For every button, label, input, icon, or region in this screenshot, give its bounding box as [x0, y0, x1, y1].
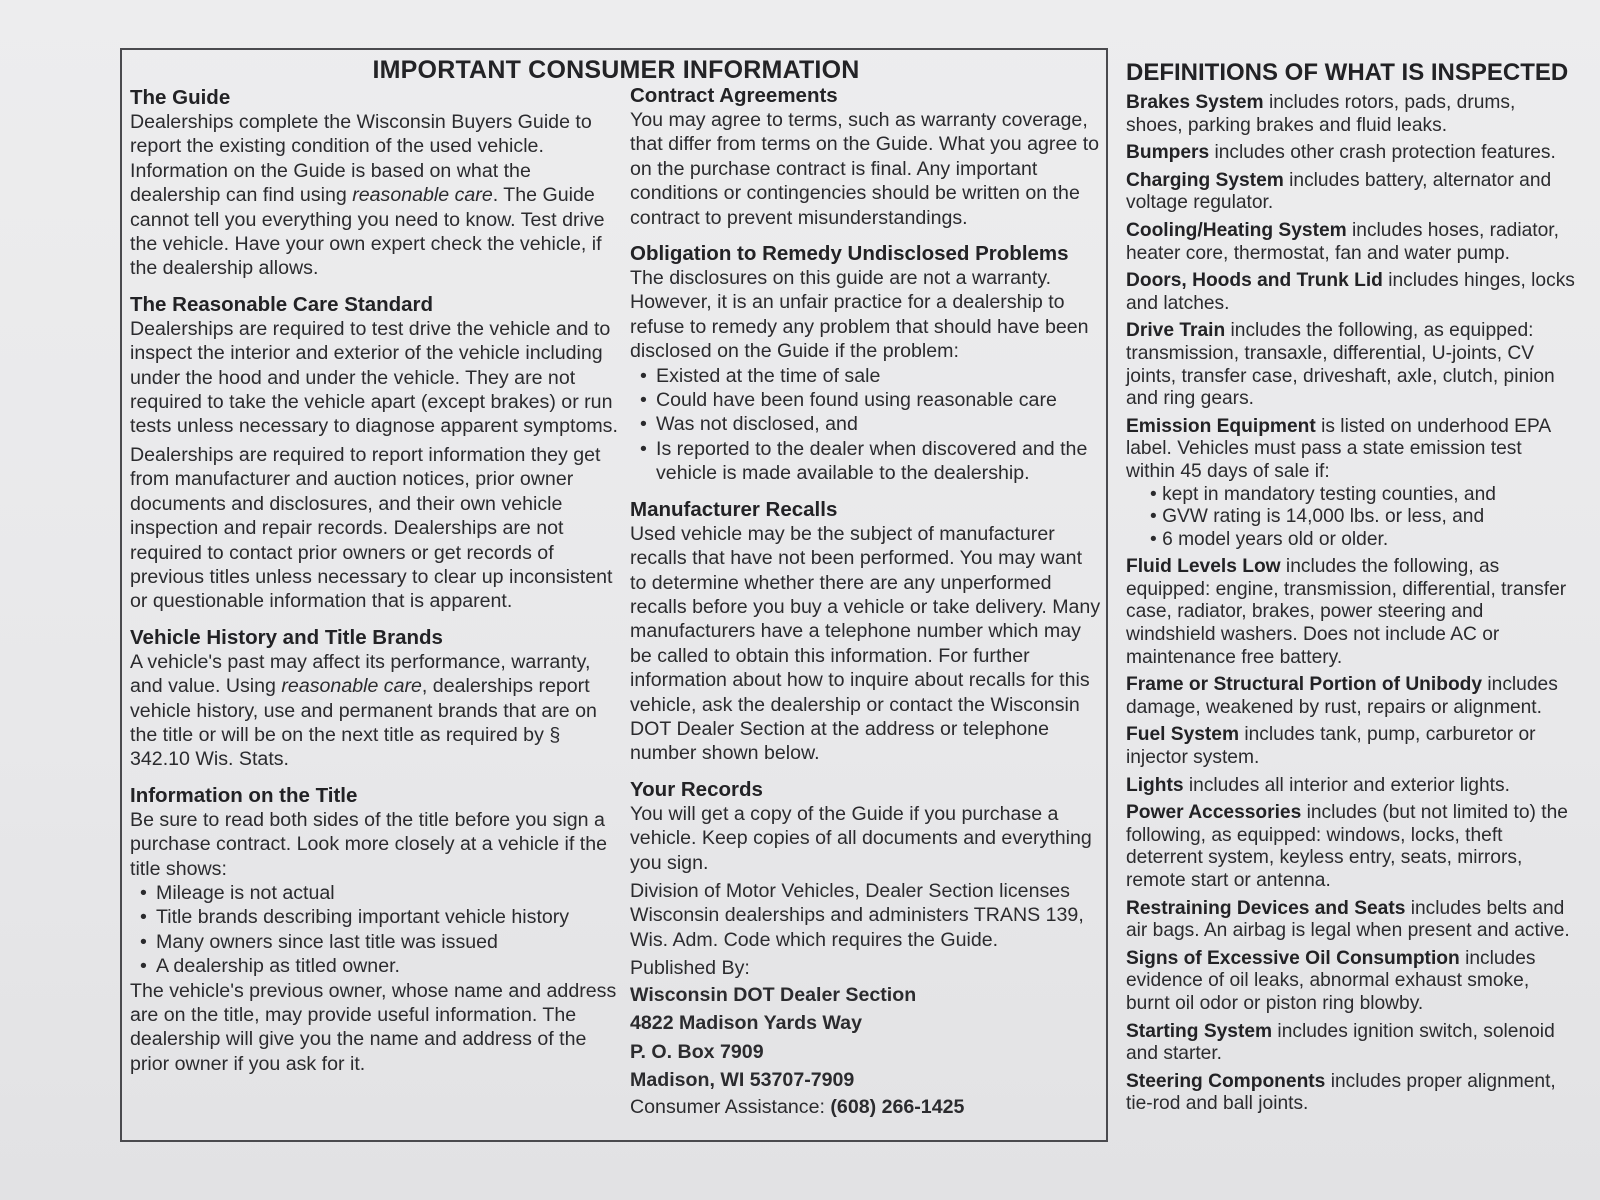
definitions-title: DEFINITIONS OF WHAT IS INSPECTED	[1126, 59, 1569, 86]
definition-term: Doors, Hoods and Trunk Lid	[1126, 270, 1383, 292]
definition-item	[1126, 775, 1576, 798]
definition-desc: includes proper alignment, tie-rod and ball joints.	[1126, 1070, 1556, 1115]
definition-term: Fuel System	[1126, 724, 1240, 746]
definition-desc: includes evidence of oil leaks, abnormal exhaust smoke, burnt oil odor or piston ring blowby.	[1126, 947, 1536, 1014]
definition-desc: includes battery, alternator and voltage regulator.	[1126, 169, 1552, 214]
definition-item	[1126, 220, 1576, 265]
definition-item	[1126, 1021, 1576, 1066]
consumer-info-box	[120, 48, 1108, 1142]
definition-term: Charging System	[1126, 169, 1284, 191]
heading-recalls: Manufacturer Recalls	[630, 497, 838, 521]
section-contract	[630, 84, 1102, 230]
definition-item	[1126, 898, 1576, 943]
records-paragraph-2: Division of Motor Vehicles, Dealer Section licenses Wisconsin dealerships and administers TRANS 139, Wis. Adm. Code which requires the Guide.	[630, 879, 1084, 951]
published-by-label: Published By:	[630, 957, 750, 980]
definition-item	[1126, 1071, 1576, 1116]
section-reasonable-care	[130, 293, 618, 614]
heading-reasonable-care: The Reasonable Care Standard	[130, 292, 434, 316]
section-obligation	[630, 242, 1102, 486]
middle-column	[630, 84, 1102, 1131]
list-item: • Title brands describing important vehicle history	[130, 905, 618, 929]
definition-item	[1126, 170, 1576, 215]
definition-desc: includes damage, weakened by rust, repairs or alignment.	[1126, 674, 1558, 718]
definition-term: Drive Train	[1126, 320, 1226, 342]
publisher-city: Madison, WI 53707-7909	[630, 1069, 855, 1092]
list-item: • A dealership as titled owner.	[130, 954, 618, 978]
title-info-paragraph-2: The vehicle's previous owner, whose name and address are on the title, may provide useful information. The dealership will give you the name and address of the prior owner if you ask for it.	[130, 979, 617, 1075]
guide-text-1: Dealerships complete the Wisconsin Buyers Guide to report the existing condition of the used vehicle. Information on the Guide is based on what the dealership can find using	[130, 111, 592, 207]
definition-desc: includes the following, as equipped: transmission, transaxle, differential, U-joints, CV joints, transfer case, driveshaft, axle, clutch, pinion and ring gears.	[1126, 320, 1555, 410]
publisher-po-box: P. O. Box 7909	[630, 1040, 764, 1063]
definition-term: Cooling/Heating System	[1126, 219, 1347, 241]
definition-term: Lights	[1126, 774, 1184, 796]
definition-item	[1126, 416, 1576, 552]
title-info-paragraph-1: Be sure to read both sides of the title before you sign a purchase contract. Look more closely at a vehicle if the title shows:	[130, 808, 608, 880]
definition-item	[1126, 802, 1576, 892]
definition-term: Bumpers	[1126, 142, 1210, 164]
definition-term: Frame or Structural Portion of Unibody	[1126, 674, 1483, 696]
definition-term: Power Accessories	[1126, 802, 1302, 824]
history-emphasis: reasonable care	[281, 675, 422, 698]
section-recalls	[630, 498, 1102, 766]
heading-contract: Contract Agreements	[630, 84, 838, 107]
left-column	[130, 86, 618, 1088]
definition-desc: includes the following, as equipped: engine, transmission, differential, transfer case, radiator, brakes, power steering and windshield washers. Does not include AC or maintenance free battery.	[1126, 556, 1567, 668]
heading-title-info: Information on the Title	[130, 783, 358, 807]
definition-item	[1126, 142, 1576, 165]
definition-term: Steering Components	[1126, 1070, 1326, 1092]
list-item: • Was not disclosed, and	[630, 412, 1102, 436]
history-paragraph	[130, 650, 618, 772]
definition-item	[1126, 556, 1576, 669]
consumer-assistance	[630, 1095, 1102, 1119]
definition-term: Signs of Excessive Oil Consumption	[1126, 947, 1460, 969]
emission-bullets	[1126, 484, 1576, 552]
history-text-1: A vehicle's past may affect its performance, warranty, and value. Using	[130, 650, 591, 698]
publisher-address	[630, 981, 1102, 1095]
recalls-paragraph: Used vehicle may be the subject of manufacturer recalls that have not been performed. You may want to determine whether there are any unperformed recalls before you buy a vehicle or take delivery. Many manufacturers have a telephone number which may be called to obtain this information. For further information about how to inquire about recalls for this vehicle, ask the dealership or contact the Wisconsin DOT Dealer Section at the address or telephone number shown below.	[630, 522, 1101, 765]
contract-paragraph: You may agree to terms, such as warranty coverage, that differ from terms on the Guide. What you agree to on the purchase contract is final. Any important conditions or contingencies should be written on the contract to prevent misunderstandings.	[630, 109, 1100, 229]
definition-desc: includes all interior and exterior lights.	[1183, 774, 1510, 796]
definition-desc: includes (but not limited to) the following, as equipped: windows, locks, theft deterrent system, keyless entry, seats, mirrors, remote start or antenna.	[1126, 802, 1568, 891]
definition-desc: includes ignition switch, solenoid and starter.	[1126, 1020, 1555, 1065]
definition-term: Restraining Devices and Seats	[1126, 897, 1406, 919]
publisher-street: 4822 Madison Yards Way	[630, 1012, 862, 1035]
section-title-info	[130, 784, 618, 1076]
guide-emphasis: reasonable care	[352, 184, 493, 207]
definition-term: Starting System	[1126, 1020, 1273, 1042]
guide-text-2: . The Guide cannot tell you everything you need to know. Test drive the vehicle. Have your own expert check the vehicle, if the dealership allows.	[130, 184, 605, 280]
title-info-bullets	[130, 881, 618, 979]
list-item: • 6 model years old or older.	[1150, 529, 1576, 552]
definition-desc: includes belts and air bags. An airbag is legal when present and active.	[1126, 897, 1570, 942]
obligation-bullets	[630, 364, 1102, 486]
definition-term: Fluid Levels Low	[1126, 556, 1281, 578]
consumer-info-title: IMPORTANT CONSUMER INFORMATION	[372, 56, 860, 84]
definition-desc: includes hoses, radiator, heater core, thermostat, fan and water pump.	[1126, 219, 1559, 264]
definition-term: Brakes System	[1126, 92, 1264, 113]
obligation-paragraph: The disclosures on this guide are not a warranty. However, it is an unfair practice for a dealership to refuse to remedy any problem that should have been disclosed on the Guide if the problem:	[630, 267, 1089, 363]
definition-item	[1126, 674, 1576, 719]
reasonable-care-paragraph-1: Dealerships are required to test drive the vehicle and to inspect the interior and exterior of the vehicle including under the hood and under the vehicle. They are not required to take the vehicle apart (except brakes) or run tests unless necessary to diagnose apparent symptoms.	[130, 317, 618, 438]
definition-desc: includes rotors, pads, drums, shoes, parking brakes and fluid leaks.	[1126, 92, 1516, 136]
definition-desc: includes tank, pump, carburetor or injector system.	[1126, 724, 1536, 769]
history-text-2: , dealerships report vehicle history, use and permanent brands that are on the title or will be on the next title as required by § 342.10 Wis. Stats.	[130, 675, 597, 771]
definition-term: Emission Equipment	[1126, 415, 1316, 437]
heading-history: Vehicle History and Title Brands	[130, 625, 443, 649]
assistance-phone: (608) 266-1425	[830, 1095, 965, 1118]
list-item: • Could have been found using reasonable care	[630, 388, 1102, 412]
section-guide	[130, 86, 618, 281]
publisher-name: Wisconsin DOT Dealer Section	[630, 983, 917, 1006]
heading-obligation: Obligation to Remedy Undisclosed Problems	[630, 242, 1069, 266]
definition-desc: is listed on underhood EPA label. Vehicles must pass a state emission test within 45 days of sale if:	[1126, 415, 1551, 482]
assistance-label: Consumer Assistance:	[630, 1095, 825, 1118]
list-item: • Existed at the time of sale	[630, 364, 1102, 388]
list-item: • kept in mandatory testing counties, and	[1150, 484, 1576, 507]
section-history	[130, 626, 618, 772]
heading-records: Your Records	[630, 777, 763, 801]
list-item: • Is reported to the dealer when discovered and the vehicle is made available to the dealership.	[630, 437, 1102, 486]
definition-item	[1126, 270, 1576, 315]
section-records	[630, 778, 1102, 1119]
definition-item	[1126, 92, 1576, 137]
definition-item	[1126, 948, 1576, 1016]
heading-guide: The Guide	[130, 86, 231, 109]
guide-paragraph	[130, 110, 618, 281]
records-paragraph-1: You will get a copy of the Guide if you purchase a vehicle. Keep copies of all documents and everything you sign.	[630, 802, 1092, 874]
definition-desc: includes other crash protection features.	[1209, 142, 1556, 164]
reasonable-care-paragraph-2: Dealerships are required to report information they get from manufacturer and auction notices, prior owner documents and disclosures, and their own vehicle inspection and repair records. Dealerships are not required to contact prior owners or get records of previous titles unless necessary to clear up inconsistent or questionable information that is apparent.	[130, 443, 613, 613]
definition-item	[1126, 724, 1576, 769]
definition-desc: includes hinges, locks and latches.	[1126, 270, 1575, 314]
definition-item	[1126, 320, 1576, 410]
list-item: • GVW rating is 14,000 lbs. or less, and	[1150, 506, 1576, 529]
list-item: • Many owners since last title was issued	[130, 930, 618, 954]
list-item: • Mileage is not actual	[130, 881, 618, 905]
definitions-column	[1126, 58, 1576, 1121]
